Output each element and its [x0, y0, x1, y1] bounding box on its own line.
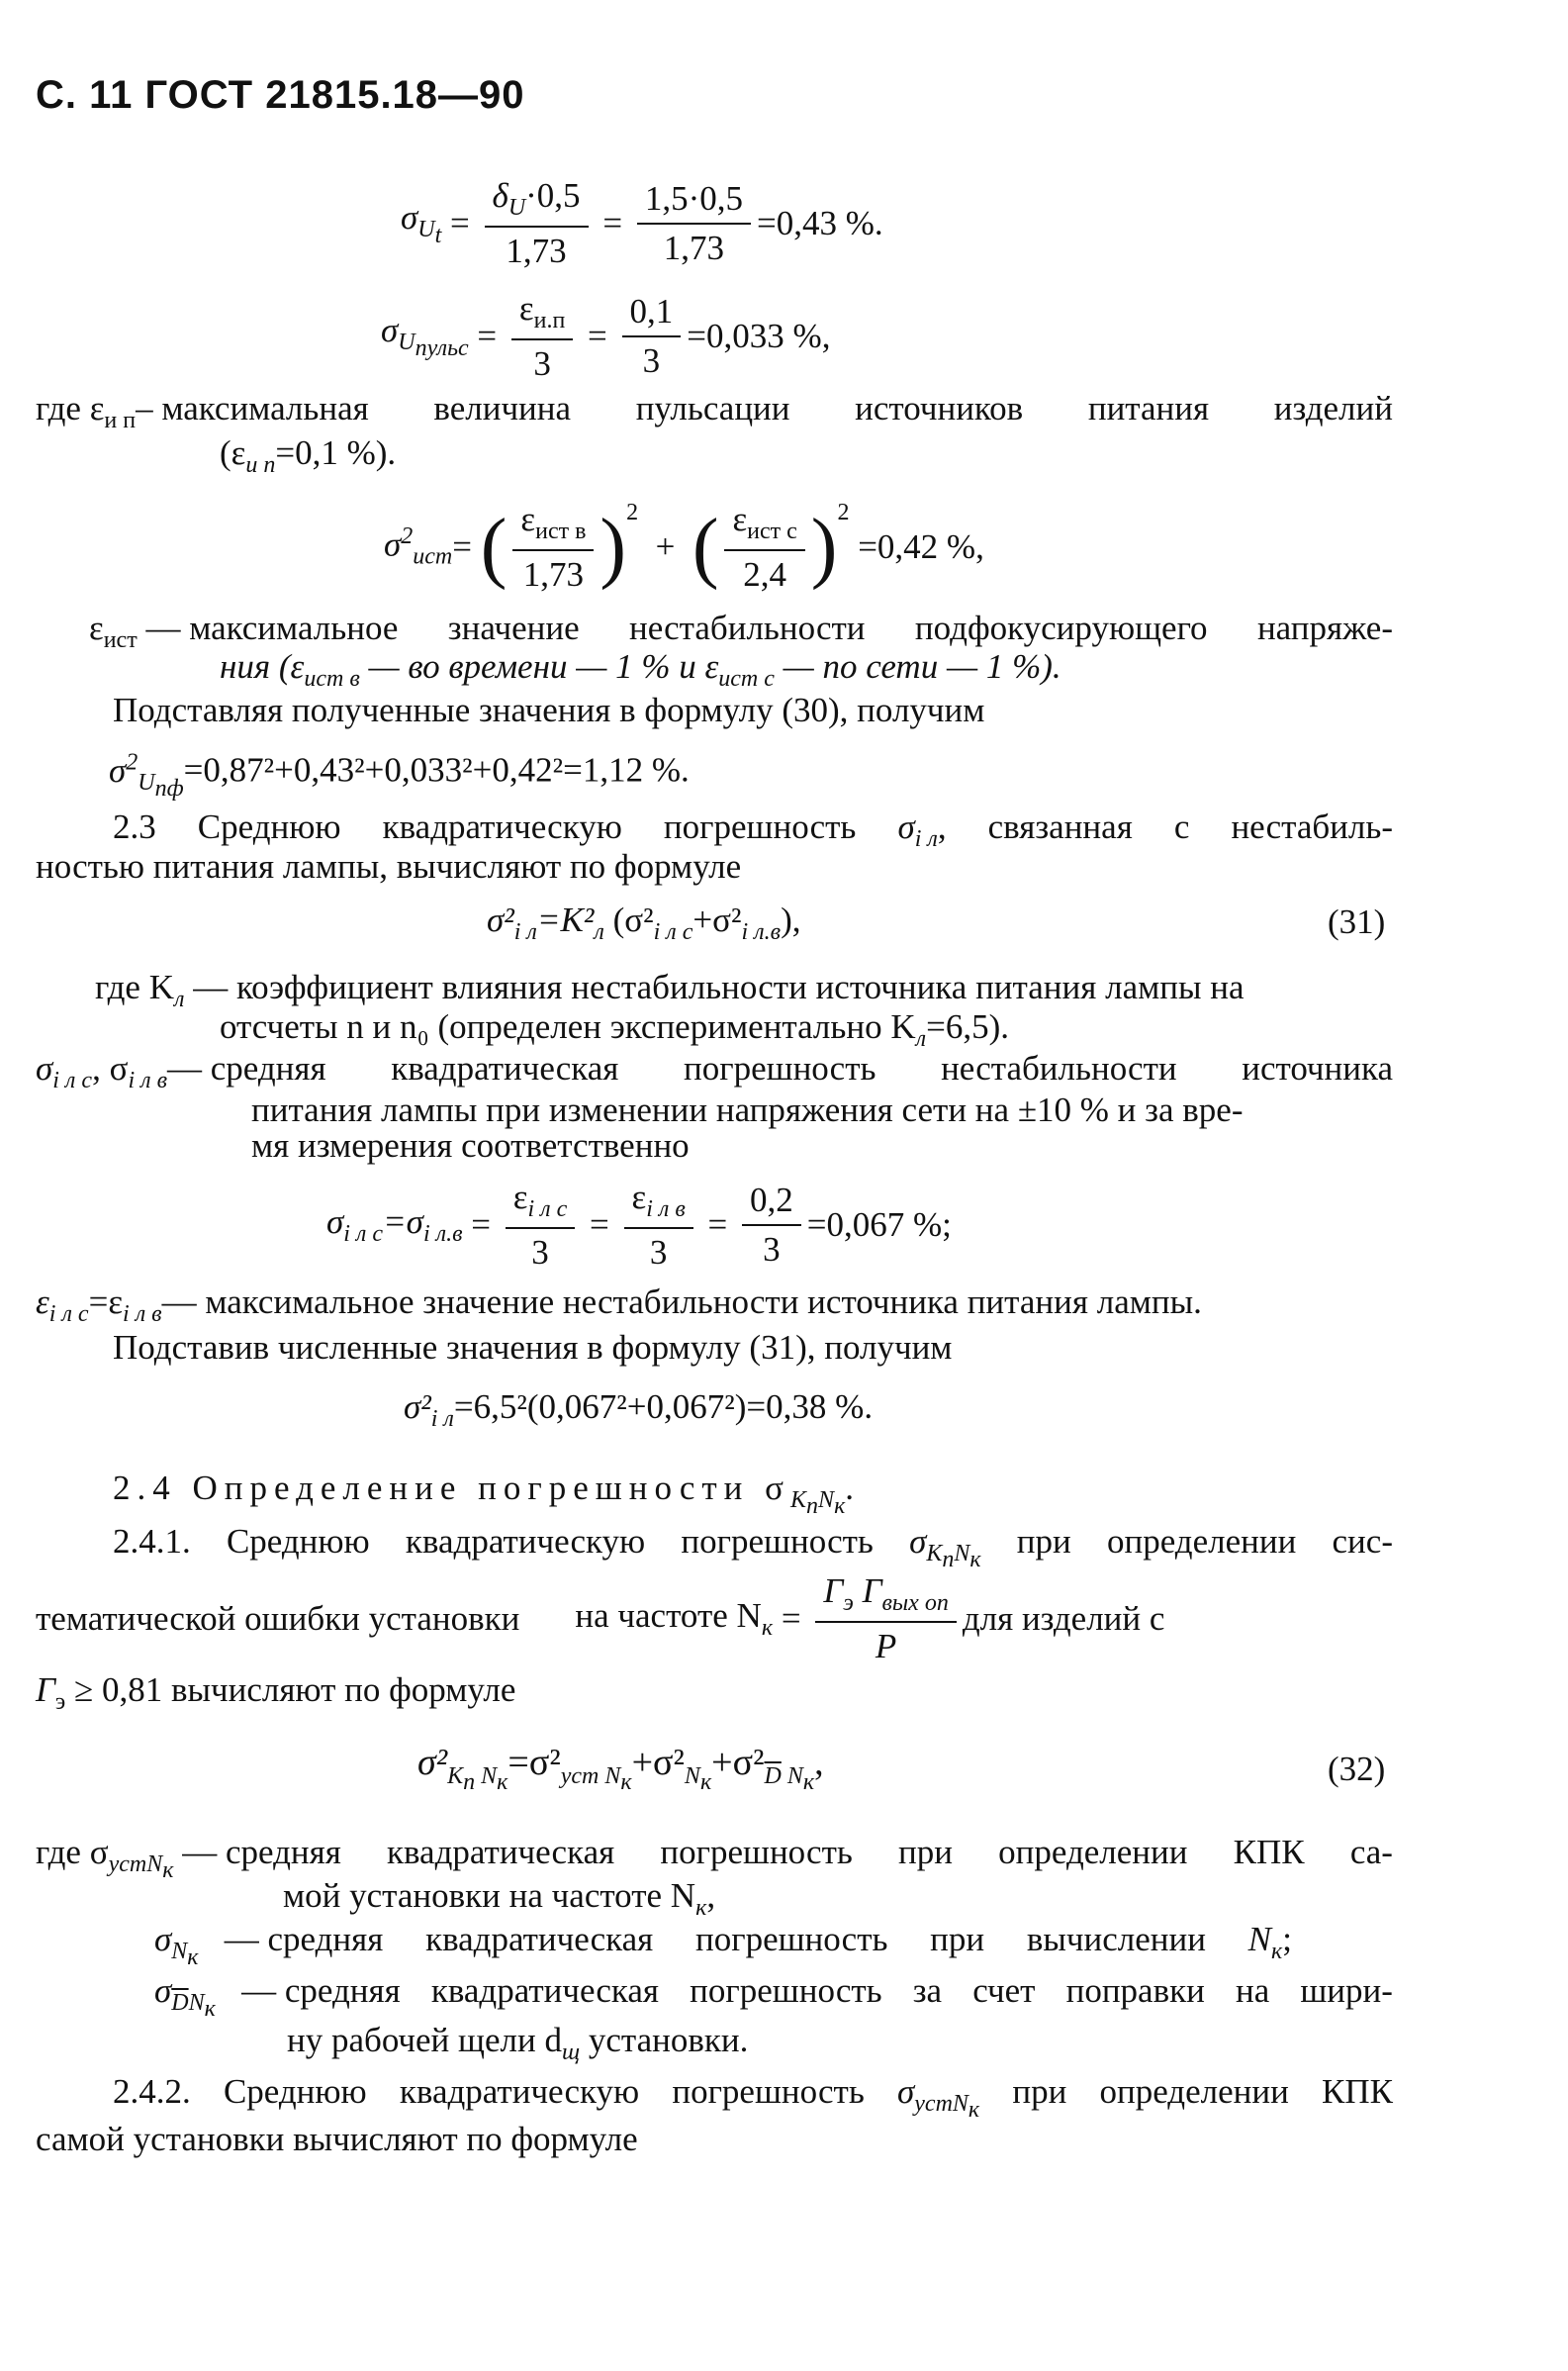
- fraction: $\frac{\varepsilon_{i л с}}{3}$: [506, 1178, 576, 1273]
- fraction: $\frac{\delta_U\cdot 0,5}{1,73}$: [485, 176, 589, 271]
- result: =0,43 %.: [756, 204, 883, 242]
- equation-sigma-ut: $\sigma_{U_t}$ = $\frac{\delta_U\cdot 0,5}{1,73}$ = $\frac{1,5\cdot 0,5}{1,73}$ =0,43 %.: [401, 176, 883, 270]
- equation-32: $\sigma^2_{K_п N_к}=\sigma^2_{уст N_к}+\sigma^2_{N_к}+\sigma^2_{\overline{D} N_к}$,: [417, 1742, 824, 1795]
- paragraph-2-3-line2: ностью питания лампы, вычисляют по формуле: [36, 847, 742, 886]
- paragraph-2-4-1-line3: $Г_э \ge 0,81$ вычисляют по формуле: [36, 1670, 516, 1715]
- eps-ist-def-line1: $\varepsilon_{ист}$ — максимальное значение нестабильности подфокусирующего напряже-: [89, 609, 1393, 653]
- page-header: С. 11 ГОСТ 21815.18—90: [36, 73, 525, 117]
- defs32-a-line1: где $\sigma_{устN_к}$ — средняя квадратическая погрешность при определении КПК са-: [36, 1833, 1393, 1883]
- kl-def-line2: отсчеты n и n₀ (определен экспериментально $K_л=6,5$).: [220, 1007, 1009, 1052]
- fraction: $\frac{\varepsilon_{и.п}}{3}$: [511, 289, 573, 384]
- fraction: $\frac{\varepsilon_{ист в}}{1,73}$: [512, 500, 594, 595]
- equation-sigma-ilc: $\sigma_{i л с}=\sigma_{i л.в}$ = $\frac{\varepsilon_{i л с}}{3}$ = $\frac{\varepsilon_{i л в}}{3}$ = $\frac{0,2}{3}$ =0,067 %;: [326, 1178, 952, 1272]
- eps-ist-def-line2: ния ($\varepsilon_{ист в}$ — во времени — 1 % и $\varepsilon_{ист с}$ — по сети — 1 %).: [220, 647, 1061, 692]
- section-2-4-heading: 2.4 Определение погрешности $\sigma_{K_пN_к}$.: [113, 1469, 862, 1519]
- equation-sigma-upuls: $\sigma_{U_{пульс}}$ = $\frac{\varepsilon_{и.п}}{3}$ = $\frac{0,1}{3}$ =0,033 %,: [381, 289, 831, 383]
- fraction: $\frac{0,2}{3}$: [742, 1181, 801, 1270]
- equation-sigma-ist: $\sigma^2_{ист}$ = ( $\frac{\varepsilon_{ист в}}{1,73}$ ) $^2$ + ( $\frac{\varepsilon_{ист с}}{2,4}$ ) $^2$ =0,42 %,: [384, 500, 984, 594]
- paragraph-2-4-2-line1: 2.4.2. Среднюю квадратическую погрешность $\sigma_{устN_к}$ при определении КПК: [113, 2072, 1393, 2123]
- sigma-ilc-def-line3: мя измерения соответственно: [251, 1126, 690, 1165]
- sigma-ilc-def-line1: $\sigma_{i л с}$, $\sigma_{i л в}—$ средняя квадратическая погрешность нестабильности источника: [36, 1049, 1393, 1093]
- defs32-a-line2: мой установки на частоте $N_к$,: [283, 1876, 716, 1921]
- fraction: $\frac{Г_э Г_{вых оп}}{P}$: [815, 1571, 957, 1666]
- paragraph-2-4-1-line2: тематической ошибки установки на частоте $N_к$ = $\frac{Г_э Г_{вых оп}}{P}$ для изделий с: [36, 1571, 1165, 1665]
- equation-sigma-upf: $\sigma^2_{U_{пф}}=0,87^2+0,43^2+0,033^2+0,42^2=1,12$ %.: [109, 749, 690, 802]
- defs32-c-line2: ну рабочей щели $d_щ$ установки.: [287, 2021, 749, 2065]
- where-eps-in-cont: ($\varepsilon_{и п}=0,1$ %).: [220, 433, 397, 478]
- equation-31: $\sigma^2_{i л}=K^2_л$ $(\sigma^2_{i л с}+\sigma^2_{i л.в})$,: [487, 901, 801, 945]
- fraction: $\frac{\varepsilon_{ист с}}{2,4}$: [724, 500, 804, 595]
- symbol: $\sigma_{U_t}$: [401, 198, 442, 248]
- fraction: $\frac{\varepsilon_{i л в}}{3}$: [624, 1178, 693, 1273]
- paragraph-2-4-1-line1: 2.4.1. Среднюю квадратическую погрешность $\sigma_{K_пN_к}$ при определении сис-: [113, 1522, 1393, 1572]
- fraction: $\frac{0,1}{3}$: [622, 292, 682, 381]
- equation-sigma-il: $\sigma^2_{i л}=6,5^2(0,067^2+0,067^2)=0,38$ %.: [404, 1387, 874, 1432]
- paragraph-2-4-2-line2: самой установки вычисляют по формуле: [36, 2120, 638, 2158]
- sigma-ilc-def-line2: питания лампы при изменении напряжения сети на ±10 % и за вре-: [251, 1091, 1244, 1129]
- equation-number-32: (32): [1328, 1750, 1386, 1788]
- substitution-31: Подставив численные значения в формулу (31), получим: [113, 1328, 953, 1367]
- substitution-30: Подставляя полученные значения в формулу (30), получим: [113, 691, 985, 729]
- paragraph-2-3-line1: 2.3 Среднюю квадратическую погрешность $\sigma_{i л}$, связанная с нестабиль-: [113, 807, 1393, 852]
- defs32-b-line1: $\sigma_{N_к}$ — средняя квадратическая погрешность при вычислении $N_к$;: [154, 1920, 1292, 1970]
- fraction: $\frac{1,5\cdot 0,5}{1,73}$: [637, 179, 751, 268]
- eps-ilc-def: $\varepsilon_{i л с}=\varepsilon_{i л в}—$ максимальное значение нестабильности источника питания лампы.: [36, 1282, 1202, 1327]
- defs32-c-line1: $\sigma_{\overline{D}N_к}$ — средняя квадратическая погрешность за счет поправки на шири-: [154, 1971, 1393, 2022]
- kl-def-line1: где $K_л$ — коэффициент влияния нестабильности источника питания лампы на: [95, 968, 1245, 1012]
- where-eps-in-line: где $\varepsilon_{и п}-$ максимальная величина пульсации источников питания изделий: [36, 389, 1393, 433]
- equation-number-31: (31): [1328, 902, 1386, 941]
